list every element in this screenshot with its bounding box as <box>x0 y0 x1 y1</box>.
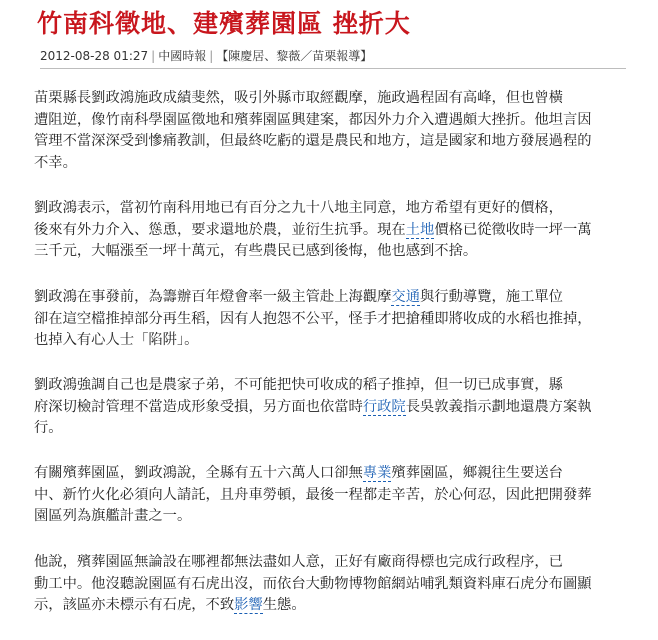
paragraph-line <box>34 463 632 485</box>
keyword-link[interactable]: 交通 <box>391 289 421 305</box>
publish-datetime: 2012-08-28 01:27 <box>40 49 149 63</box>
byline: 【陳慶居、黎薇／苗栗報導】 <box>216 49 373 63</box>
paragraph-line <box>34 153 632 175</box>
paragraph-line <box>34 485 632 507</box>
article-paragraph <box>34 198 632 263</box>
meta-divider: | <box>209 49 214 63</box>
paragraph-text: 中、新竹火化必須向人請託，且舟車勞頓，最後一程都走辛苦，於心何忍，因此把開發葬 <box>34 486 592 503</box>
paragraph-text: 苗栗縣長劉政鴻施政成績斐然，吸引外縣市取經觀摩，施政過程固有高峰，但也曾橫 <box>34 90 563 106</box>
paragraph-line <box>34 309 632 331</box>
paragraph-text: 後來有外力介入、慫恿，要求還地於農，並衍生抗爭。現在 <box>34 221 406 238</box>
paragraph-line <box>34 241 632 263</box>
paragraph-text: 示，該區亦未標示有石虎，不致 <box>34 597 235 613</box>
paragraph-line <box>34 110 632 132</box>
article-paragraph <box>34 552 632 617</box>
news-source: 中國時報 <box>158 49 207 63</box>
paragraph-text: 園區列為旗艦計畫之一。 <box>34 508 192 524</box>
article-paragraph <box>34 375 632 440</box>
keyword-link[interactable]: 土地 <box>405 221 435 238</box>
paragraph-text: 劉政鴻強調自己也是農家子弟，不可能把快可收成的稻子推掉，但一切已成事實，縣 <box>34 377 563 393</box>
keyword-link[interactable]: 行政院 <box>362 398 406 415</box>
paragraph-line <box>34 552 632 574</box>
paragraph-text: 行。 <box>34 420 63 436</box>
paragraph-text: 三千元，大幅漲至一坪十萬元，有些農民已感到後悔，他也感到不捨。 <box>34 243 478 259</box>
paragraph-line <box>34 418 632 440</box>
paragraph-text: 價格已從徵收時一坪一萬 <box>434 221 592 238</box>
paragraph-text: 殯葬園區，鄉親往生要送台 <box>391 465 563 481</box>
paragraph-line <box>34 330 632 352</box>
article-title: 竹南科徵地、建殯葬園區 挫折大 <box>37 9 411 38</box>
paragraph-text: 劉政鴻表示，當初竹南科用地已有百分之九十八地主同意，地方希望有更好的價格， <box>34 200 563 216</box>
paragraph-line <box>34 506 632 528</box>
paragraph-text: 管理不當深深受到慘痛教訓，但最終吃虧的還是農民和地方，這是國家和地方發展過程的 <box>34 133 592 149</box>
paragraph-line <box>34 220 632 242</box>
paragraph-text: 劉政鴻在事發前，為籌辦百年燈會率一級主管赴上海觀摩 <box>34 289 392 305</box>
paragraph-text: 與行動導覽，施工單位 <box>420 289 563 305</box>
keyword-link[interactable]: 影響 <box>234 597 263 613</box>
paragraph-text: 動工中。他沒聽說園區有石虎出沒，而依台大動物博物館網站哺乳類資料庫石虎分布圖顯 <box>34 575 592 592</box>
paragraph-text: 遭阻逆，像竹南科學園區徵地和殯葬園區興建案，都因外力介入遭遇頗大挫折。他坦言因 <box>34 111 592 128</box>
paragraph-line <box>34 198 632 220</box>
paragraph-text: 生態。 <box>262 597 306 613</box>
paragraph-text: 府深切檢討管理不當造成形象受損，另方面也依當時 <box>34 398 363 415</box>
paragraph-text: 卻在這空檔推掉部分再生稻，因有人抱怨不公平，怪手才把搶種即將收成的水稻也推掉， <box>34 310 592 327</box>
paragraph-line <box>34 287 632 309</box>
paragraph-text: 有關殯葬園區，劉政鴻說，全縣有五十六萬人口卻無 <box>34 465 363 481</box>
paragraph-line <box>34 88 632 110</box>
paragraph-text: 不幸。 <box>34 154 77 171</box>
paragraph-line <box>34 397 632 419</box>
paragraph-line <box>34 375 632 397</box>
article-meta <box>40 44 626 69</box>
meta-divider: | <box>151 49 156 63</box>
paragraph-text: 長吳敦義指示劃地還農方案執 <box>405 398 592 415</box>
article-paragraph <box>34 463 632 528</box>
article-paragraph <box>34 287 632 352</box>
paragraph-line <box>34 131 632 153</box>
article-paragraph <box>34 88 632 174</box>
paragraph-text: 他說，殯葬園區無論設在哪裡都無法盡如人意，正好有廠商得標也完成行政程序，已 <box>34 554 563 570</box>
paragraph-text: 也掉入有心人士「陷阱」。 <box>34 332 199 348</box>
paragraph-line <box>34 574 632 596</box>
keyword-link[interactable]: 專業 <box>362 465 392 481</box>
paragraph-line <box>34 595 632 617</box>
